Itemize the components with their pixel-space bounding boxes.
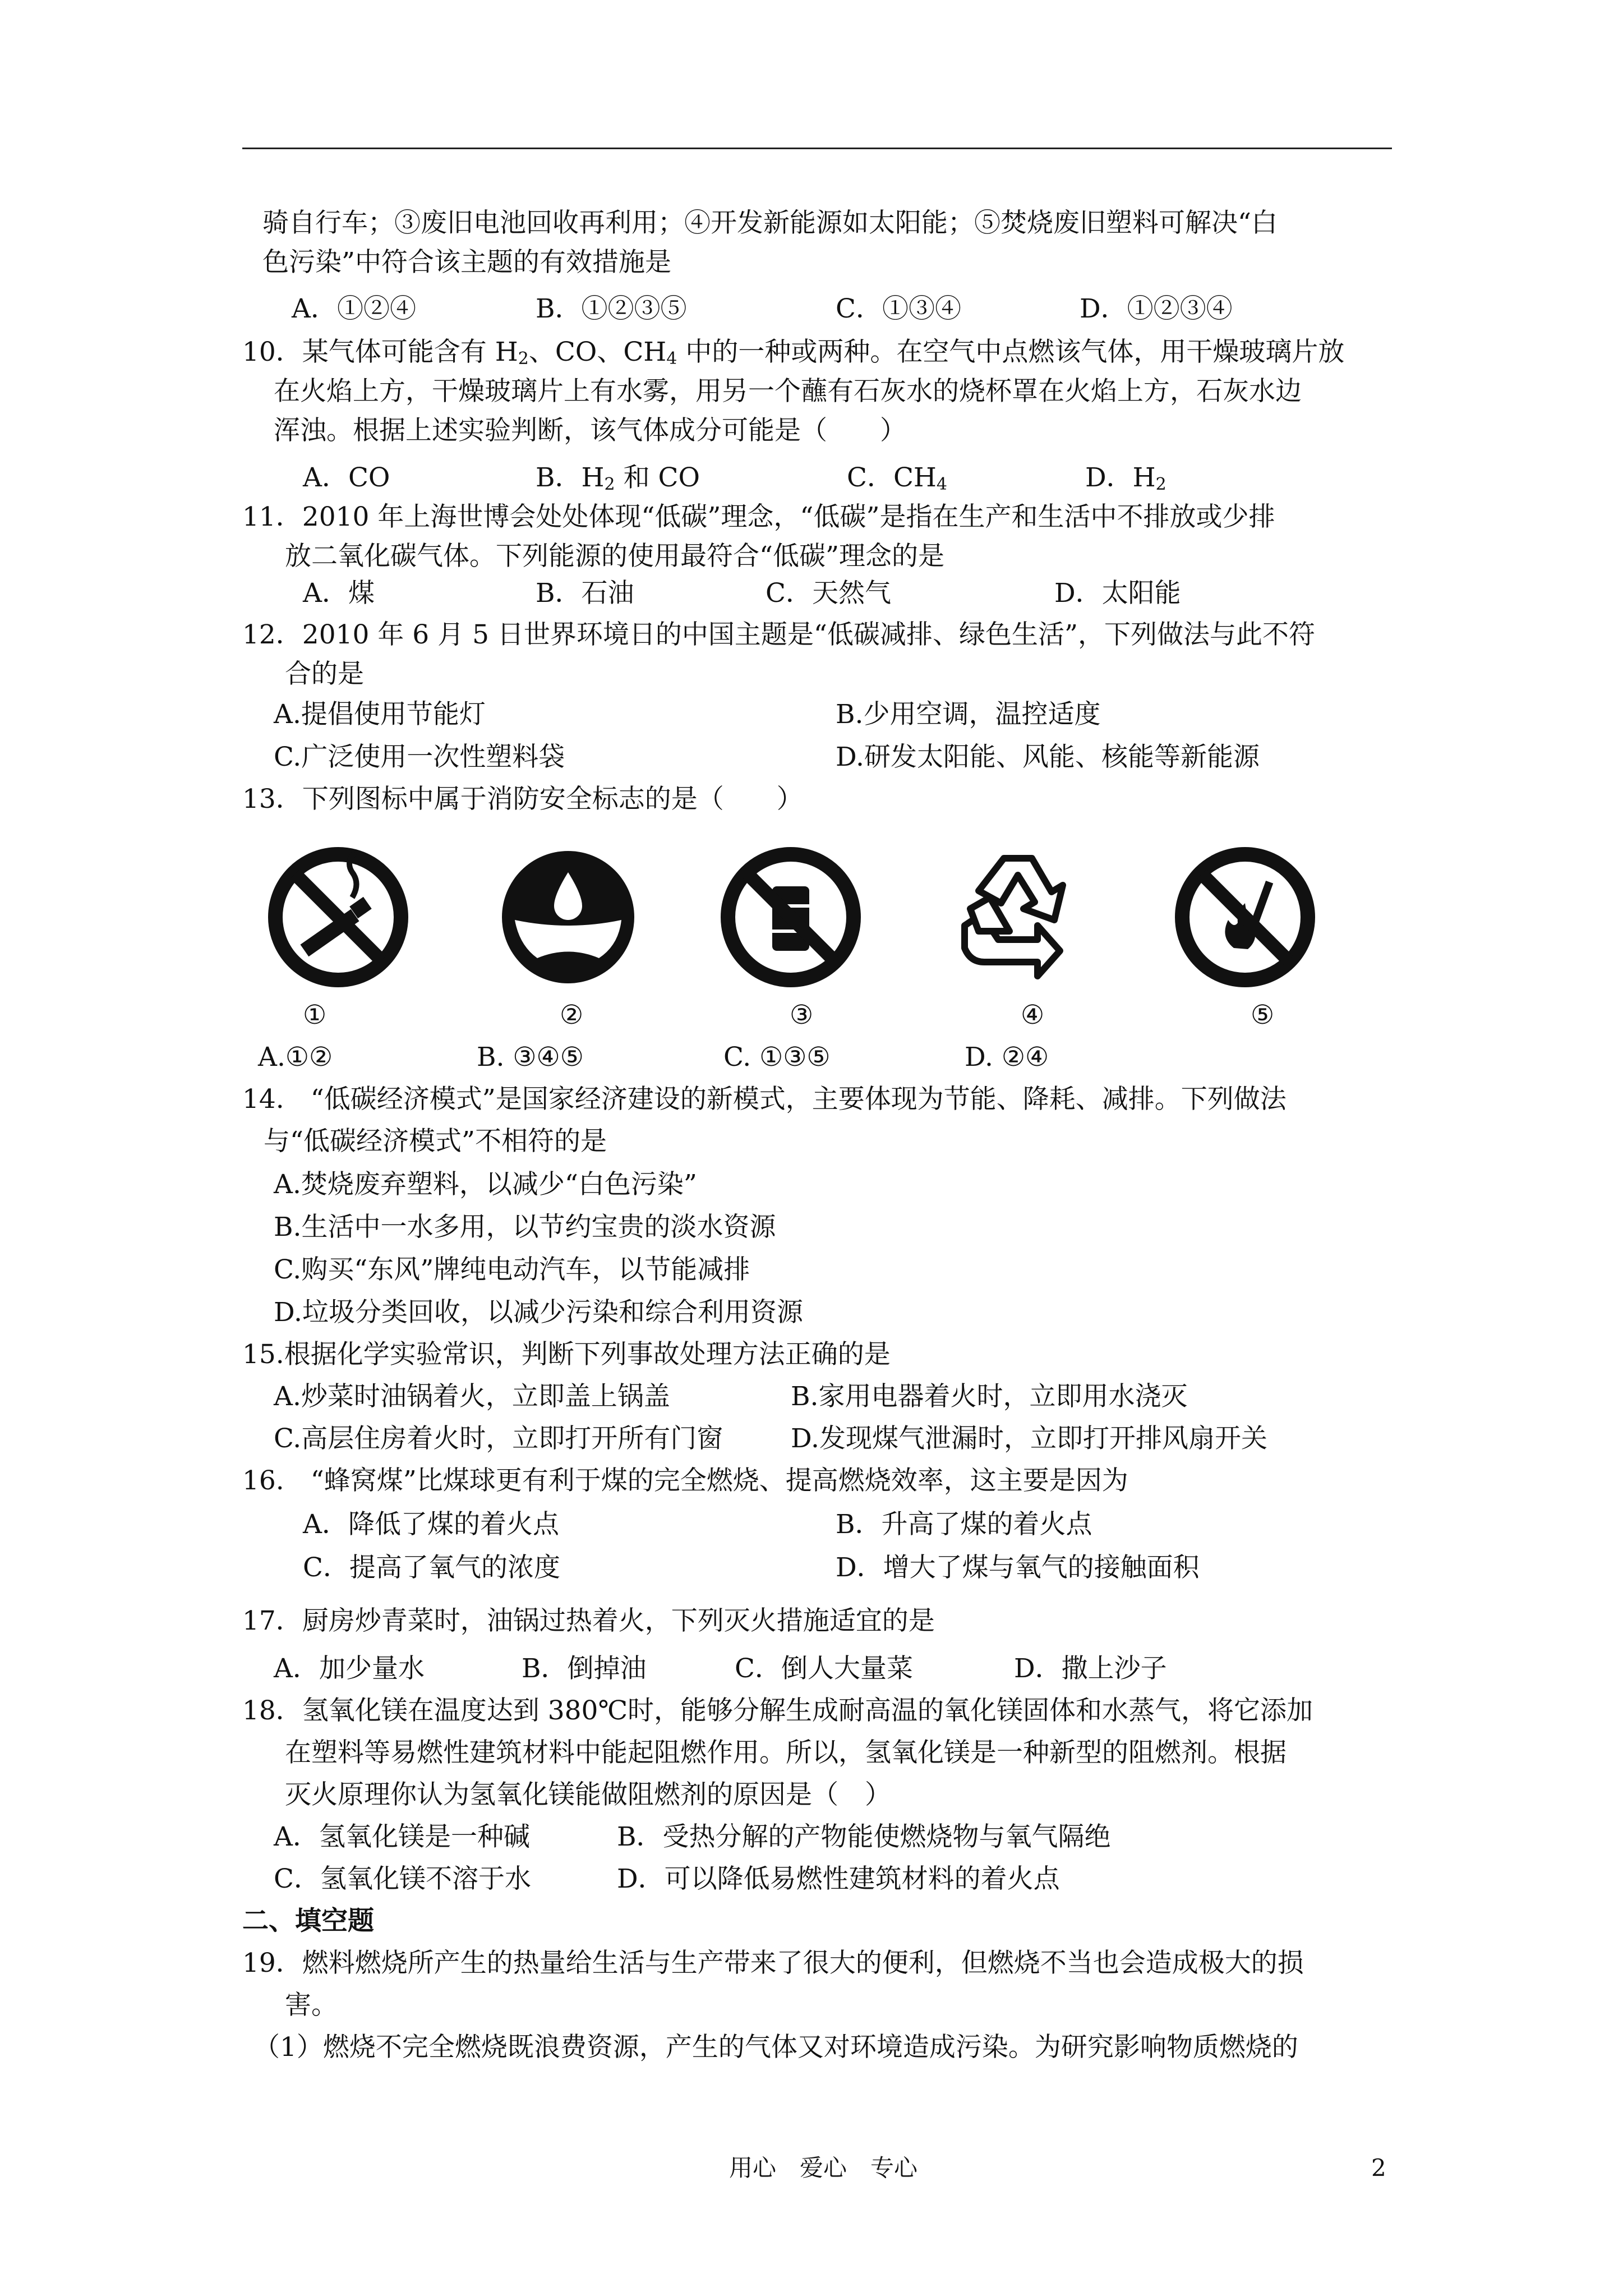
q13-option-d: D. ②④ <box>965 1042 1049 1073</box>
sign-label-5: ⑤ <box>1251 1000 1275 1030</box>
header-rule <box>242 148 1392 149</box>
no-open-flame-icon <box>1175 847 1315 987</box>
q12-line1: 12．2010 年 6 月 5 日世界环境日的中国主题是“低碳减排、绿色生活”，下列做法与此不符 <box>242 619 1315 650</box>
q14-option-a: A.焚烧废弃塑料，以减少“白色污染” <box>274 1169 697 1200</box>
q9-line1: 骑自行车；③废旧电池回收再利用；④开发新能源如太阳能；⑤焚烧废旧塑料可解决“白 <box>262 208 1278 238</box>
q13-option-b: B. ③④⑤ <box>477 1042 584 1073</box>
q14-line1: 14. “低碳经济模式”是国家经济建设的新模式，主要体现为节能、降耗、减排。下列做法 <box>242 1084 1287 1115</box>
q10-option-d: D．$H_2$ <box>1085 462 1166 494</box>
q9-option-b: B．①②③⑤ <box>536 293 687 324</box>
water-saving-icon <box>498 847 638 987</box>
q18-option-d: D．可以降低易燃性建筑材料的着火点 <box>617 1864 1060 1894</box>
sign-label-4: ④ <box>1021 1000 1045 1030</box>
q11-line1: 11．2010 年上海世博会处处体现“低碳”理念，“低碳”是指在生产和生活中不排放或少排 <box>242 501 1275 532</box>
q17-line1: 17．厨房炒青菜时，油锅过热着火，下列灭火措施适宜的是 <box>242 1605 935 1636</box>
q18-option-b: B．受热分解的产物能使燃烧物与氧气隔绝 <box>617 1821 1111 1852</box>
q9-option-d: D．①②③④ <box>1080 293 1233 324</box>
q14-option-d: D.垃圾分类回收，以减少污染和综合利用资源 <box>274 1297 803 1328</box>
no-fuel-drum-icon <box>721 847 861 987</box>
q13-line1: 13．下列图标中属于消防安全标志的是（ ） <box>242 784 803 815</box>
section-heading: 二、填空题 <box>242 1906 374 1936</box>
q16-option-d: D．增大了煤与氧气的接触面积 <box>836 1552 1200 1583</box>
q10-option-a: A．CO <box>303 462 390 493</box>
q11-option-d: D．太阳能 <box>1054 578 1181 609</box>
q10-line2: 在火焰上方，干燥玻璃片上有水雾，用另一个蘸有石灰水的烧杯罩在火焰上方，石灰水边 <box>274 376 1302 407</box>
sign-label-1: ① <box>303 1000 327 1030</box>
q17-option-a: A．加少量水 <box>274 1653 425 1684</box>
q12-option-d: D.研发太阳能、风能、核能等新能源 <box>836 742 1260 772</box>
q11-option-a: A．煤 <box>303 578 375 609</box>
q10-option-b: B．$H_2$ 和 CO <box>536 462 700 494</box>
q9-option-c: C．①③④ <box>836 293 961 324</box>
recycling-icon <box>948 841 1088 982</box>
q13-option-a: A.①② <box>258 1042 333 1073</box>
footer-motto: 用心 爱心 专心 <box>729 2154 918 2182</box>
q18-option-a: A．氢氧化镁是一种碱 <box>274 1821 530 1852</box>
q11-option-b: B．石油 <box>536 578 634 609</box>
q14-option-c: C.购买“东风”牌纯电动汽车，以节能减排 <box>274 1254 750 1285</box>
q13-option-c: C. ①③⑤ <box>723 1042 831 1073</box>
page-number: 2 <box>1371 2154 1386 2182</box>
q9-line2: 色污染”中符合该主题的有效措施是 <box>262 247 672 278</box>
sign-label-3: ③ <box>790 1000 814 1030</box>
q16-option-b: B．升高了煤的着火点 <box>836 1509 1092 1540</box>
q17-option-d: D．撒上沙子 <box>1014 1653 1167 1684</box>
q19-line1: 19．燃料燃烧所产生的热量给生活与生产带来了很大的便利，但燃烧不当也会造成极大的损 <box>242 1948 1304 1978</box>
q11-option-c: C．天然气 <box>766 578 891 609</box>
q15-option-b: B.家用电器着火时，立即用水浇灭 <box>791 1381 1188 1412</box>
q10-line1: 10．某气体可能含有 $H_2$、CO、$CH_4$ 中的一种或两种。在空气中点燃该气体，用干燥玻璃片放 <box>242 337 1345 369</box>
q18-option-c: C．氢氧化镁不溶于水 <box>274 1864 531 1894</box>
q9-option-a: A．①②④ <box>292 293 416 324</box>
q17-option-b: B．倒掉油 <box>522 1653 647 1684</box>
q15-line1: 15.根据化学实验常识，判断下列事故处理方法正确的是 <box>242 1339 891 1370</box>
q16-option-a: A．降低了煤的着火点 <box>303 1509 559 1540</box>
q16-option-c: C．提高了氧气的浓度 <box>303 1552 560 1583</box>
q15-option-c: C.高层住房着火时，立即打开所有门窗 <box>274 1423 723 1454</box>
q18-line2: 在塑料等易燃性建筑材料中能起阻燃作用。所以，氢氧化镁是一种新型的阻燃剂。根据 <box>285 1737 1287 1768</box>
q12-line2: 合的是 <box>285 659 364 689</box>
q12-option-b: B.少用空调，温控适度 <box>836 699 1101 730</box>
q15-option-d: D.发现煤气泄漏时，立即打开排风扇开关 <box>791 1423 1267 1454</box>
q19-line3: （1）燃烧不完全燃烧既浪费资源，产生的气体又对环境造成污染。为研究影响物质燃烧的 <box>253 2032 1298 2063</box>
q12-option-c: C.广泛使用一次性塑料袋 <box>274 742 565 772</box>
q11-line2: 放二氧化碳气体。下列能源的使用最符合“低碳”理念的是 <box>285 541 945 572</box>
no-smoking-icon <box>268 847 408 987</box>
q10-option-c: C．$CH_4$ <box>847 462 948 494</box>
q14-line2: 与“低碳经济模式”不相符的是 <box>264 1126 607 1157</box>
q18-line3: 灭火原理你认为氢氧化镁能做阻燃剂的原因是（ ） <box>285 1779 891 1810</box>
q19-line2: 害。 <box>285 1990 338 2021</box>
sign-label-2: ② <box>560 1000 584 1030</box>
q16-line1: 16. “蜂窝煤”比煤球更有利于煤的完全燃烧、提高燃烧效率，这主要是因为 <box>242 1465 1128 1496</box>
q10-line3: 浑浊。根据上述实验判断，该气体成分可能是（ ） <box>274 415 906 446</box>
q12-option-a: A.提倡使用节能灯 <box>274 699 486 730</box>
q18-line1: 18．氢氧化镁在温度达到 380℃时，能够分解生成耐高温的氧化镁固体和水蒸气，将它添加 <box>242 1695 1313 1726</box>
q15-option-a: A.炒菜时油锅着火，立即盖上锅盖 <box>274 1381 670 1412</box>
q14-option-b: B.生活中一水多用，以节约宝贵的淡水资源 <box>274 1212 776 1243</box>
q17-option-c: C．倒人大量菜 <box>735 1653 913 1684</box>
